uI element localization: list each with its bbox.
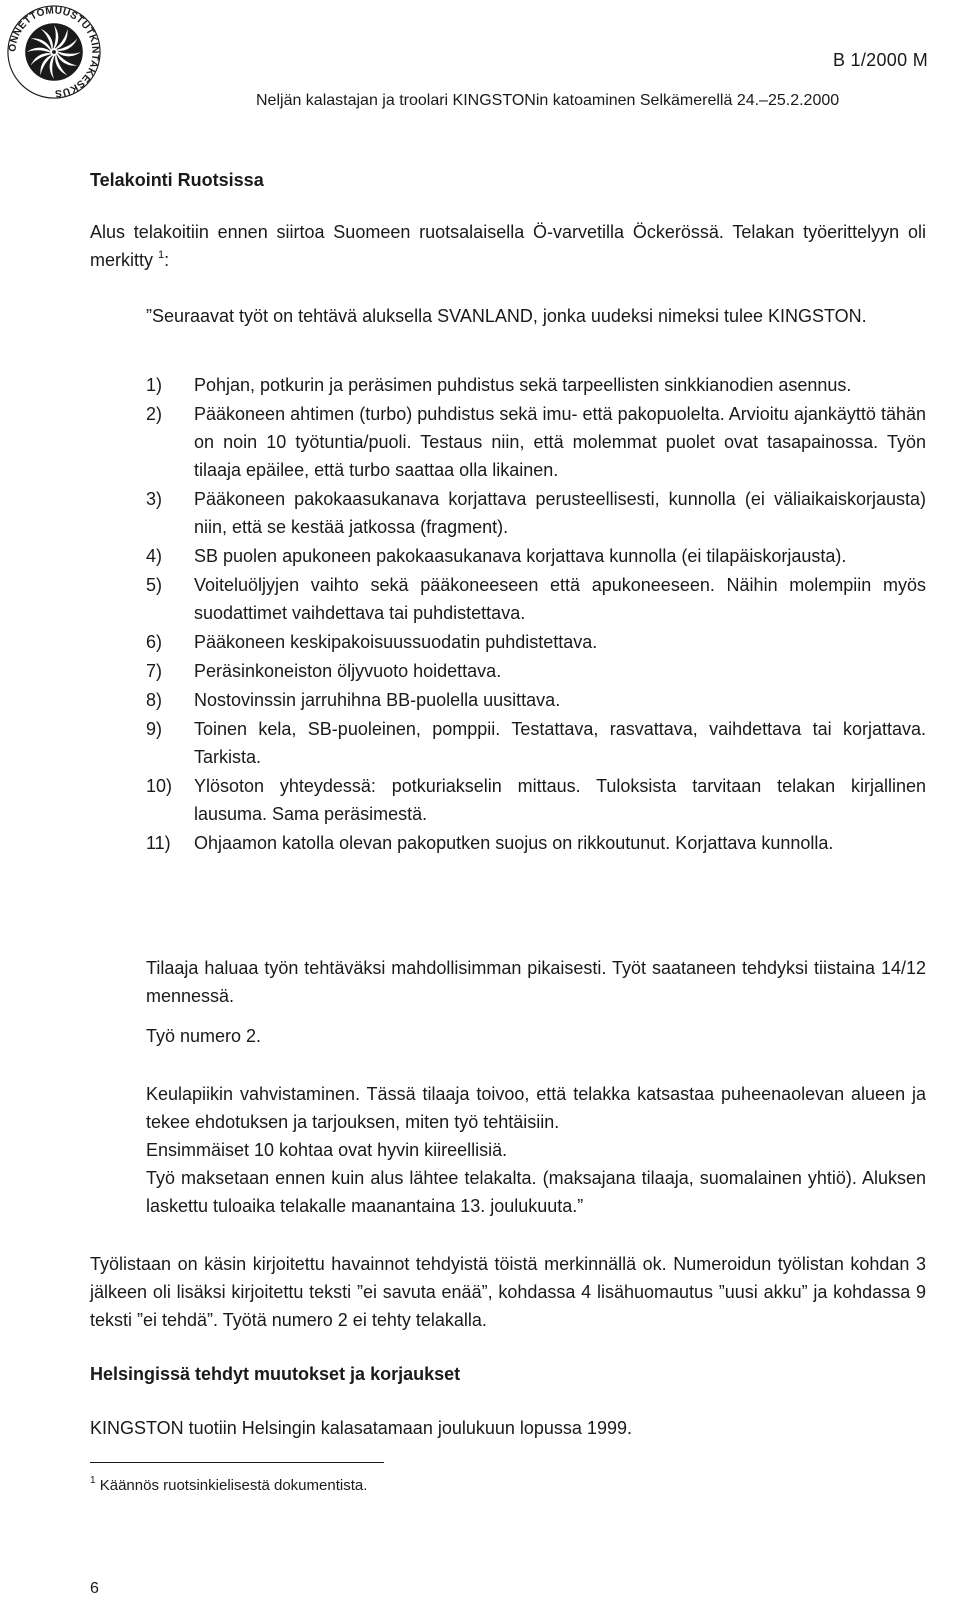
intro-paragraph [90,218,926,274]
work-item [146,628,926,656]
work-items-list [146,371,926,858]
quote-intro: ”Seuraavat työt on tehtävä aluksella SVANLAND, jonka uudeksi nimeksi tulee KINGSTON. [146,306,867,326]
helsinki-paragraph: KINGSTON tuotiin Helsingin kalasatamaan joulukuun lopussa 1999. [90,1418,632,1438]
quote-paragraph-urgency: Tilaaja haluaa työn tehtäväksi mahdollisimman pikaisesti. Työt saataneen tehdyksi tiistaina 14/12 mennessä. [146,958,926,1006]
work-item-number: 6) [146,632,163,652]
work-item [146,829,926,857]
work-item-text: Peräsinkoneiston öljyvuoto hoidettava. [194,661,502,681]
work-item-number: 8) [146,690,163,710]
logo-ring-text: ONNETTOMUUSTUTKINTAKESKUS [7,5,101,99]
intro-text: Alus telakoitiin ennen siirtoa Suomeen ruotsalaisella Ö-varvetilla Öckerössä. Telakan työerittelyyn oli merkitty [90,222,926,270]
agency-logo [6,4,102,100]
work-item-number: 9) [146,719,163,739]
handwritten-notes-paragraph: Työlistaan on käsin kirjoitettu havainnot tehdyistä töistä merkinnällä ok. Numeroidun työlistan kohdan 3 jälkeen oli lisäksi kirjoitettu teksti ”ei savuta enää”, kohdassa 4 lisähuomautus ”uusi akku” ja kohdassa 9 teksti ”ei tehdä”. Työtä numero 2 ei tehty telakalla. [90,1254,926,1330]
quote-paragraph-bow [146,1080,926,1220]
footnote [90,1476,367,1496]
section-heading-dry-docking: Telakointi Ruotsissa [90,170,264,190]
report-title: Neljän kalastajan ja troolari KINGSTONin katoaminen Selkämerellä 24.–25.2.2000 [256,92,840,109]
work-item [146,485,926,541]
work-item-text: Voiteluöljyjen vaihto sekä pääkoneeseen että apukoneeseen. Näihin molempiin myös suodattimet vaihdettava tai puhdistettava. [194,575,926,623]
work-item-number: 7) [146,661,163,681]
logo-swirl-icon [25,23,83,81]
work-item-text: Pohjan, potkurin ja peräsimen puhdistus sekä tarpeellisten sinkkianodien asennus. [194,375,852,395]
work-item [146,371,926,399]
work-item-number: 4) [146,546,163,566]
work-item-number: 1) [146,375,163,395]
work-item-text: Ylösoton yhteydessä: potkuriakselin mittaus. Tuloksista tarvitaan telakan kirjallinen lausuma. Sama peräsimestä. [194,776,926,824]
work-item-number: 11) [146,833,171,853]
urgent-text: Ensimmäiset 10 kohtaa ovat hyvin kiireellisiä. [146,1140,508,1160]
work-item-text: Pääkoneen pakokaasukanava korjattava perusteellisesti, kunnolla (ei väliaikaiskorjausta) niin, että se kestää jatkossa (fragment). [194,489,926,537]
footnote-divider [90,1462,384,1463]
footnote-text: Käännös ruotsinkielisestä dokumentista. [99,1477,368,1494]
work-item-number: 3) [146,489,163,509]
payment-text: Työ maksetaan ennen kuin alus lähtee telakalta. (maksajana tilaaja, suomalainen yhtiö). Aluksen laskettu tuloaika telakalle maanantaina 13. joulukuuta.” [146,1168,926,1216]
work-item-text: Pääkoneen keskipakoisuussuodatin puhdistettava. [194,632,598,652]
page-number: 6 [90,1580,99,1597]
work-item-number: 10) [146,776,173,796]
intro-suffix: : [164,250,170,270]
work-item [146,772,926,828]
work-item-text: Nostovinssin jarruhihna BB-puolella uusittava. [194,690,561,710]
work-item [146,400,926,484]
work-item-number: 5) [146,575,163,595]
work-item-text: Pääkoneen ahtimen (turbo) puhdistus sekä imu- että pakopuolelta. Arvioitu ajankäyttö tähän on noin 10 työtuntia/puoli. Testaus niin, että molemmat puolet ovat tasapainossa. Työn tilaaja epäilee, että turbo saattaa olla likainen. [194,404,926,480]
work-item [146,542,926,570]
quote-paragraph-work-two: Työ numero 2. [146,1026,262,1046]
work-item-number: 2) [146,404,163,424]
work-item [146,657,926,685]
work-item-text: Toinen kela, SB-puoleinen, pomppii. Testattava, rasvattava, vaihdettava tai korjattava. Tarkista. [194,719,926,767]
work-item [146,715,926,771]
footnote-number: 1 [90,1475,96,1486]
work-item [146,686,926,714]
work-item [146,571,926,627]
report-code: B 1/2000 M [832,50,928,70]
work-item-text: Ohjaamon katolla olevan pakoputken suojus on rikkoutunut. Korjattava kunnolla. [194,833,834,853]
work-item-text: SB puolen apukoneen pakokaasukanava korjattava kunnolla (ei tilapäiskorjausta). [194,546,847,566]
footnote-ref[interactable]: 1 [158,249,165,261]
section-heading-helsinki: Helsingissä tehdyt muutokset ja korjaukset [90,1364,461,1384]
bow-text: Keulapiikin vahvistaminen. Tässä tilaaja toivoo, että telakka katsastaa puheenaolevan alueen ja tekee ehdotuksen ja tarjouksen, miten työ tehtäisiin. [146,1084,926,1132]
